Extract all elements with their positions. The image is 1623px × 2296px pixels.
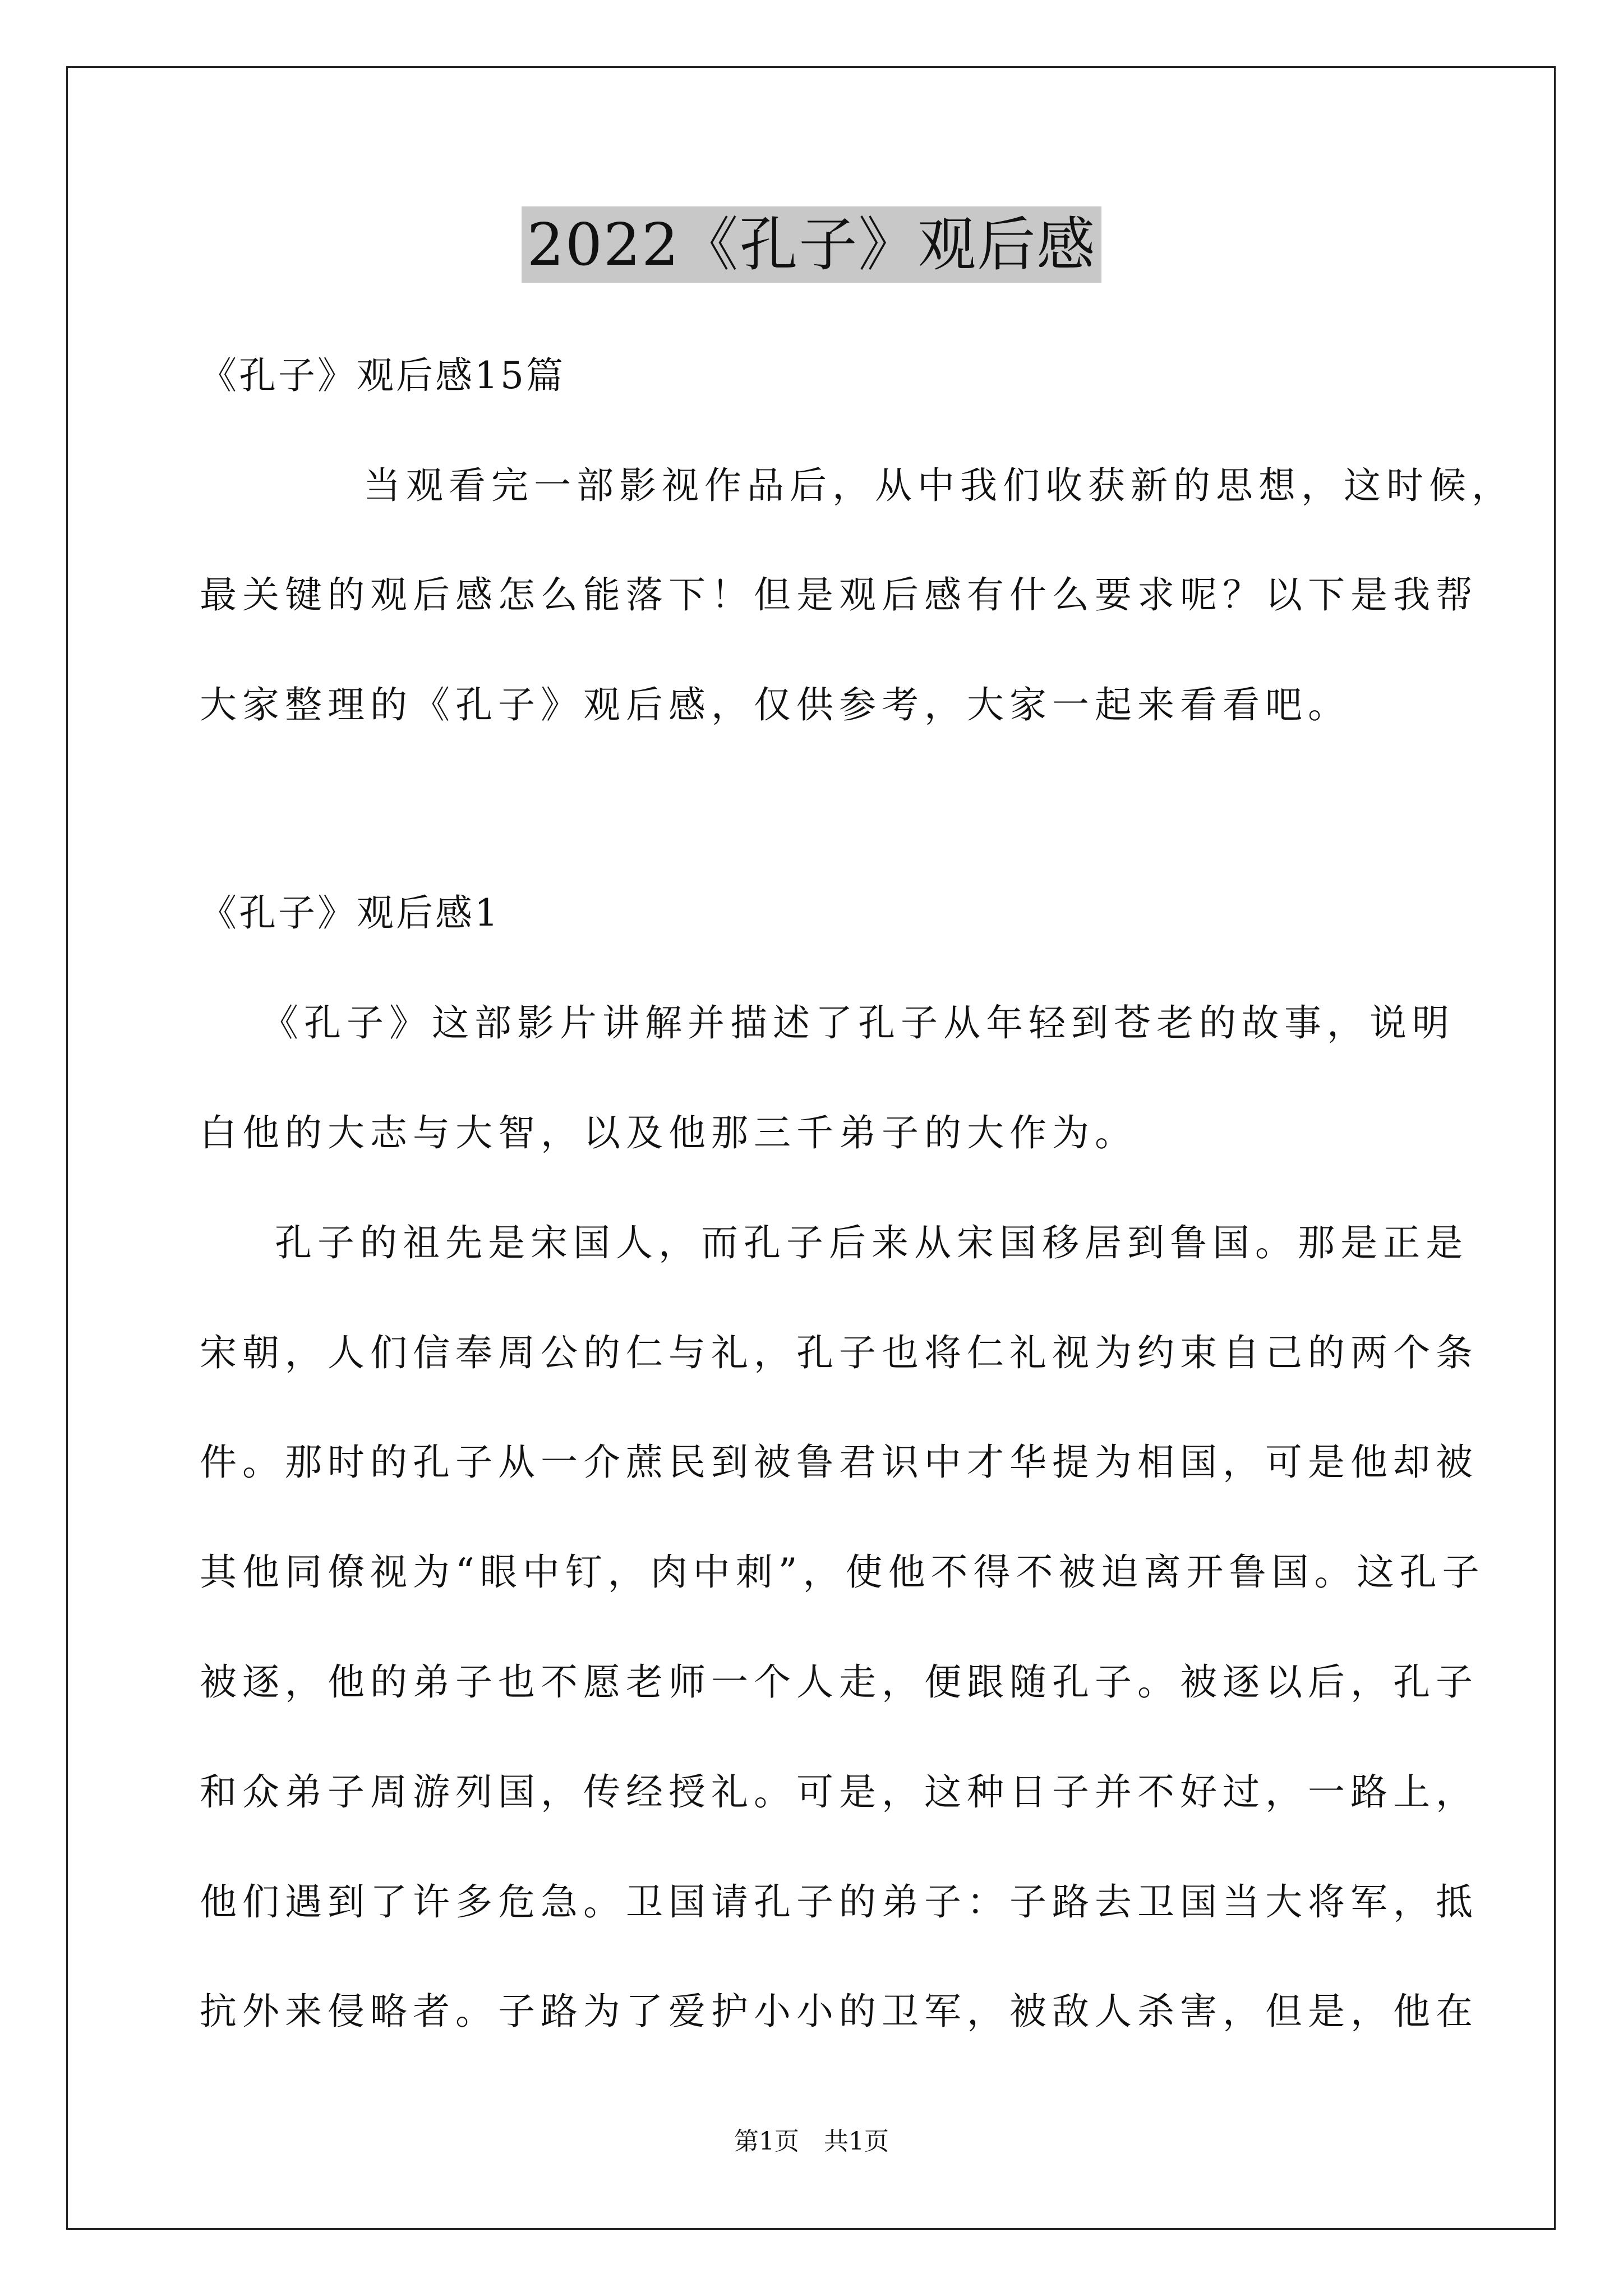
intro-line-2: 最关键的观后感怎么能落下！但是观后感有什么要求呢？以下是我帮	[200, 573, 1478, 616]
paragraph1-line-1: 《孔子》这部影片讲解并描述了孔子从年轻到苍老的故事，说明	[261, 1001, 1455, 1045]
document-title: 2022《孔子》观后感	[522, 206, 1102, 283]
page-footer: 第1页 共1页	[734, 2127, 889, 2156]
paragraph2-line-6: 和众弟子周游列国，传经授礼。可是，这种日子并不好过，一路上，	[200, 1770, 1478, 1814]
document-subtitle: 《孔子》观后感15篇	[200, 354, 565, 397]
section-heading: 《孔子》观后感1	[200, 891, 500, 935]
paragraph2-line-4: 其他同僚视为“眼中钉，肉中刺”，使他不得不被迫离开鲁国。这孔子	[200, 1550, 1485, 1594]
paragraph2-line-3: 件。那时的孔子从一介蔗民到被鲁君识中才华提为相国，可是他却被	[200, 1441, 1478, 1484]
title-container	[0, 206, 1623, 283]
intro-line-3: 大家整理的《孔子》观后感，仅供参考，大家一起来看看吧。	[200, 683, 1350, 726]
paragraph2-line-8: 抗外来侵略者。子路为了爱护小小的卫军，被敌人杀害，但是，他在	[200, 1990, 1478, 2033]
intro-line-1: 当观看完一部影视作品后，从中我们收获新的思想，这时候，	[363, 464, 1514, 507]
paragraph2-line-2: 宋朝，人们信奉周公的仁与礼，孔子也将仁礼视为约束自己的两个条	[200, 1331, 1478, 1374]
paragraph2-line-5: 被逐，他的弟子也不愿老师一个人走，便跟随孔子。被逐以后，孔子	[200, 1660, 1478, 1704]
paragraph1-line-2: 白他的大志与大智，以及他那三千弟子的大作为。	[200, 1111, 1137, 1154]
paragraph2-line-7: 他们遇到了许多危急。卫国请孔子的弟子：子路去卫国当大将军，抵	[200, 1880, 1478, 1924]
paragraph2-line-1: 孔子的祖先是宋国人，而孔子后来从宋国移居到鲁国。那是正是	[275, 1221, 1468, 1264]
